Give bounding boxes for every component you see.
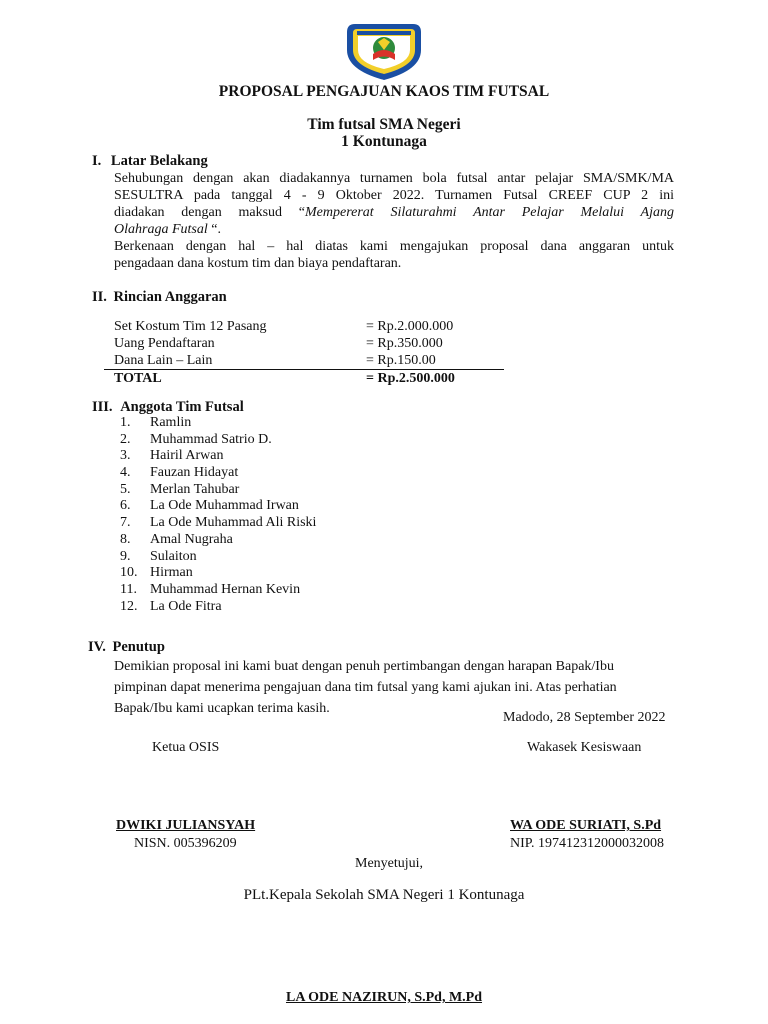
section-3-heading <box>92 399 244 416</box>
list-item-number: 8. <box>120 531 131 547</box>
list-item-number: 2. <box>120 431 131 447</box>
list-item-number: 11. <box>120 581 137 597</box>
budget-row <box>104 335 504 352</box>
list-item-name: La Ode Muhammad Irwan <box>150 498 299 514</box>
list-item-name: Muhammad Satrio D. <box>150 431 272 447</box>
section-4-numeral: IV. <box>88 639 106 655</box>
budget-row <box>104 352 504 370</box>
list-item-name: La Ode Fitra <box>150 598 222 614</box>
list-item <box>120 482 316 499</box>
paragraph-italic-text: Mempererat Silaturahmi Antar Pelajar Melalui Ajang <box>305 205 674 220</box>
list-item <box>120 498 316 515</box>
list-item-number: 12. <box>120 598 138 614</box>
list-item-name: Fauzan Hidayat <box>150 465 239 481</box>
paragraph-text: diadakan dengan maksud “ <box>114 205 306 220</box>
right-signer-name: WA ODE SURIATI, S.Pd <box>510 818 662 833</box>
paragraph-line: pimpinan dapat menerima pengajuan dana tim futsal yang kami ajukan ini. Atas perhatian <box>114 680 617 695</box>
section-2-heading <box>92 289 227 306</box>
right-signer-id: NIP. 197412312000032008 <box>510 836 665 851</box>
list-item <box>120 448 316 465</box>
list-item-number: 6. <box>120 498 131 514</box>
list-item <box>120 599 316 616</box>
list-item <box>120 549 316 566</box>
list-item-name: Merlan Tahubar <box>150 481 240 497</box>
paragraph-line: Bapak/Ibu kami ucapkan terima kasih. <box>114 701 330 716</box>
principal-name: LA ODE NAZIRUN, S.Pd, M.Pd <box>285 990 483 1005</box>
list-item-number: 1. <box>120 415 131 430</box>
list-item <box>120 432 316 449</box>
subtitle-line-2: 1 Kontunaga <box>341 133 427 150</box>
budget-total-value: = Rp.2.500.000 <box>366 370 504 388</box>
budget-label: Uang Pendaftaran <box>114 336 215 351</box>
list-item-name: Sulaiton <box>150 548 197 564</box>
list-item <box>120 465 316 482</box>
left-signer-id: NISN. 005396209 <box>134 836 237 851</box>
approval-label: Menyetujui, <box>355 856 424 871</box>
budget-value: = Rp.2.000.000 <box>366 319 454 334</box>
section-2-title: Rincian Anggaran <box>113 289 227 305</box>
left-signer-role: Ketua OSIS <box>152 740 220 755</box>
list-item-name: Hirman <box>150 565 193 581</box>
list-item-number: 3. <box>120 448 131 464</box>
paragraph-line: Demikian proposal ini kami buat dengan penuh pertimbangan dengan harapan Bapak/Ibu <box>114 659 614 674</box>
list-item-name: Muhammad Hernan Kevin <box>150 581 301 597</box>
subtitle-line-1: Tim futsal SMA Negeri <box>307 116 461 133</box>
section-3-numeral: III. <box>92 399 113 415</box>
principal-role: PLt.Kepala Sekolah SMA Negeri 1 Kontunaga <box>243 887 525 903</box>
list-item <box>120 532 316 549</box>
paragraph-italic-text: Olahraga Futsal <box>114 222 208 237</box>
paragraph-line <box>114 221 674 238</box>
right-signer-role: Wakasek Kesiswaan <box>527 740 642 755</box>
paragraph-line: SESULTRA pada tanggal 4 - 9 Oktober 2022. Turnamen Futsal CREEF CUP 2 ini <box>114 188 674 203</box>
list-item-name: Amal Nugraha <box>150 531 233 547</box>
section-1-numeral: I. <box>92 153 102 169</box>
budget-table <box>104 318 504 387</box>
list-item-name: Hairil Arwan <box>150 448 224 464</box>
list-item-name: Ramlin <box>150 415 192 430</box>
budget-row <box>104 318 504 335</box>
section-3-title: Anggota Tim Futsal <box>120 399 244 415</box>
list-item-number: 4. <box>120 465 131 481</box>
paragraph-text: “. <box>207 222 221 237</box>
paragraph-line: Sehubungan dengan akan diadakannya turnamen bola futsal antar pelajar SMA/SMK/MA <box>114 171 674 186</box>
member-list <box>120 415 316 615</box>
document-title: PROPOSAL PENGAJUAN KAOS TIM FUTSAL <box>218 83 550 100</box>
section-4-heading <box>88 639 165 656</box>
section-4-title: Penutup <box>112 639 165 655</box>
budget-label: Set Kostum Tim 12 Pasang <box>114 319 267 334</box>
section-2-numeral: II. <box>92 289 107 305</box>
place-date: Madodo, 28 September 2022 <box>503 710 666 725</box>
paragraph-line <box>114 204 674 221</box>
budget-label: Dana Lain – Lain <box>114 353 213 368</box>
budget-value: = Rp.350.000 <box>366 336 443 351</box>
list-item <box>120 565 316 582</box>
section-1-paragraph-2 <box>114 238 674 272</box>
section-1-title: Latar Belakang <box>110 153 208 169</box>
list-item-number: 7. <box>120 515 131 531</box>
paragraph-line: pengadaan dana kostum tim dan biaya pendaftaran. <box>114 256 402 271</box>
budget-total-row <box>104 370 504 388</box>
list-item <box>120 415 316 432</box>
list-item-number: 9. <box>120 548 131 564</box>
paragraph-line: Berkenaan dengan hal – hal diatas kami mengajukan proposal dana anggaran untuk <box>114 239 674 254</box>
school-logo <box>343 20 425 82</box>
list-item-number: 10. <box>120 565 138 581</box>
budget-value: = Rp.150.00 <box>366 353 436 368</box>
section-1-paragraph-1 <box>114 170 674 238</box>
section-1-heading <box>92 153 208 170</box>
list-item <box>120 515 316 532</box>
budget-total-label: TOTAL <box>104 370 366 388</box>
list-item <box>120 582 316 599</box>
left-signer-name: DWIKI JULIANSYAH <box>116 818 256 833</box>
list-item-number: 5. <box>120 481 131 497</box>
list-item-name: La Ode Muhammad Ali Riski <box>150 515 317 531</box>
